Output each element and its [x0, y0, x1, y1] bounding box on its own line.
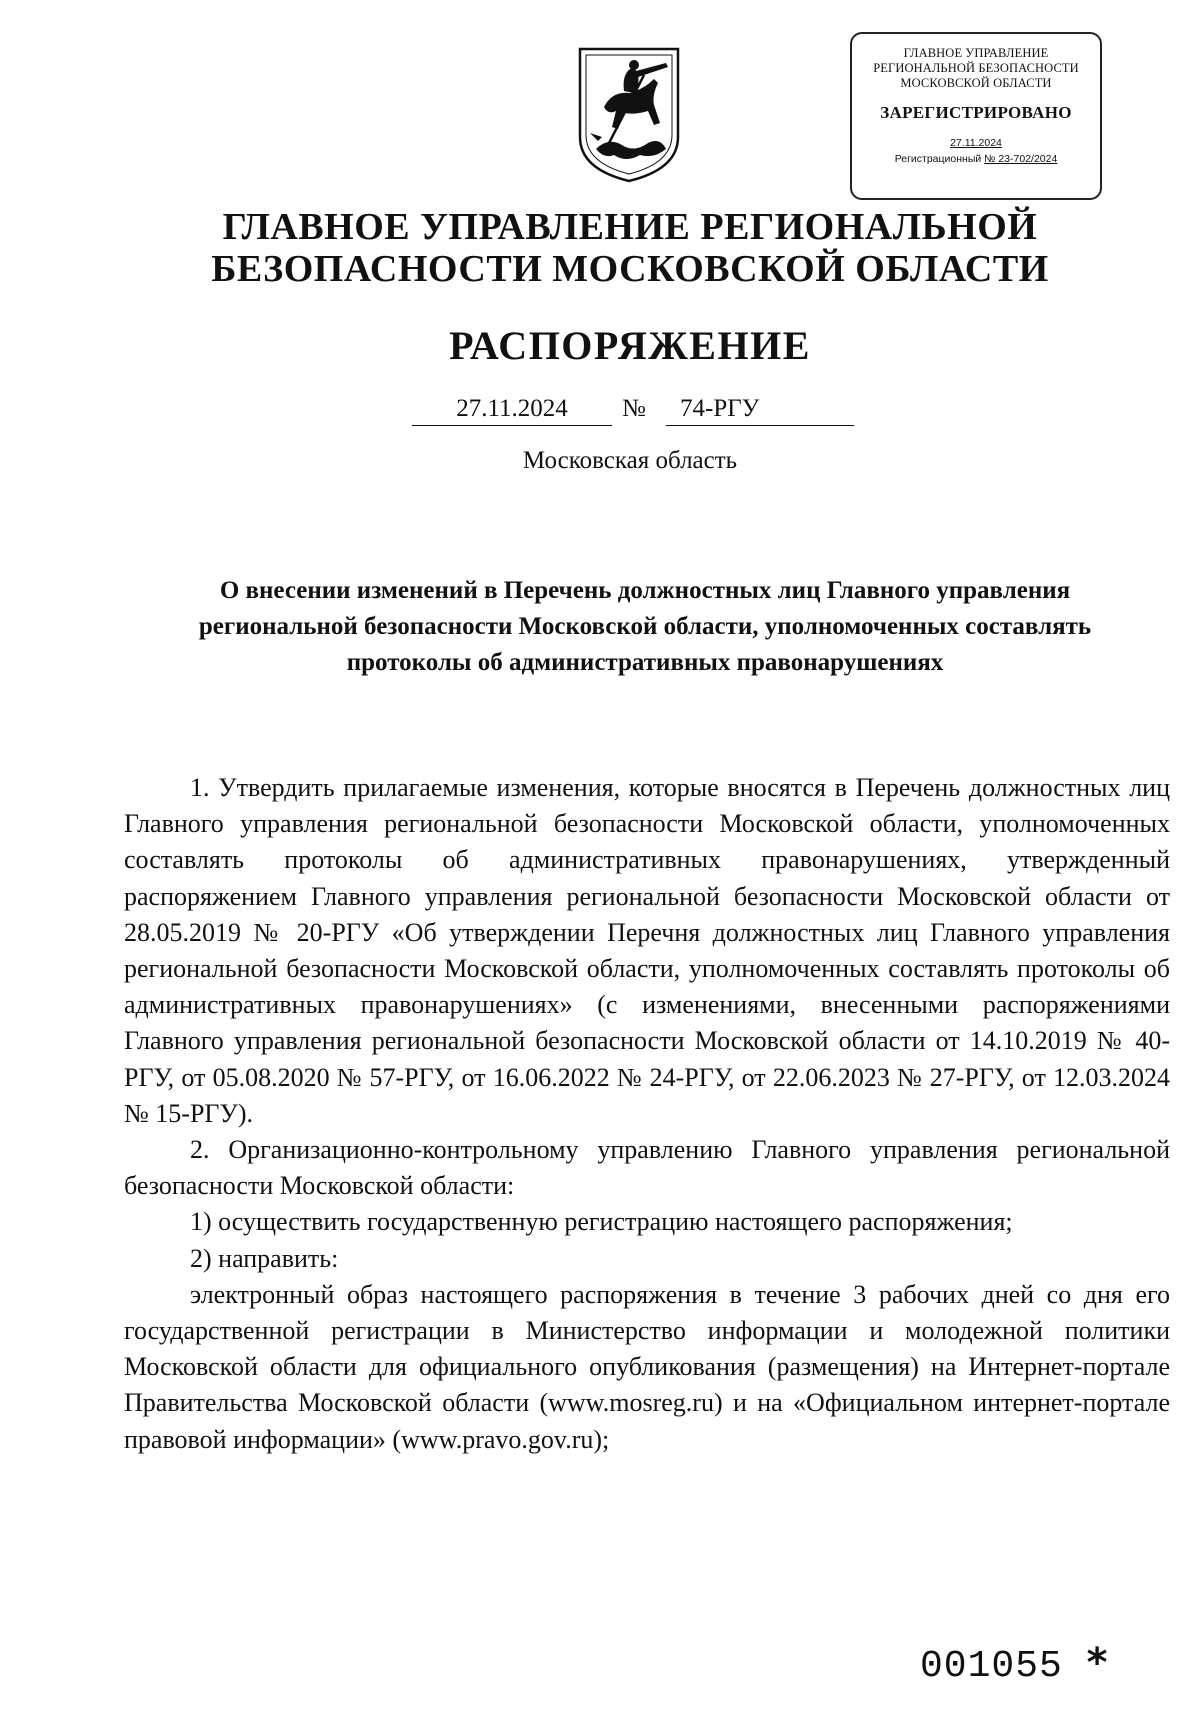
stamp-status: ЗАРЕГИСТРИРОВАНО	[880, 103, 1072, 122]
stamp-reg-label: Регистрационный	[894, 153, 982, 165]
date-number-line	[412, 395, 852, 431]
serial-number: 001055	[920, 1645, 1063, 1688]
document-date: 27.11.2024	[412, 395, 612, 426]
coat-of-arms-emblem	[574, 45, 684, 185]
paragraph-2-item-2-text: электронный образ настоящего распоряжения в течение 3 рабочих дней со дня его государственной регистрации в Министерство информации и молодежной политики Московской области для официального опубликования (размещения) на Интернет-портале Правительства Московской области (www.mosreg.ru) и на «Официальном интернет-портале правовой информации» (www.pravo.gov.ru);	[124, 1279, 1170, 1454]
document-type-title: РАСПОРЯЖЕНИЕ	[449, 323, 811, 368]
document-serial-code	[920, 1640, 1109, 1688]
stamp-date: 27.11.2024	[950, 137, 1002, 149]
paragraph-2-item-2: 2) направить:	[190, 1243, 339, 1273]
document-place: Московская область	[522, 447, 738, 474]
asterisk-mark: *	[1086, 1640, 1109, 1686]
document-subject: О внесении изменений в Перечень должностных лиц Главного управления региональной безопасности Московской области, уполномоченных составлять протоколы об административных правонарушениях	[198, 577, 1092, 676]
registration-stamp	[850, 32, 1102, 200]
stamp-reg-number: № 23-702/2024	[984, 153, 1058, 165]
document-body	[124, 770, 1170, 1458]
document-number: 74-РГУ	[666, 395, 854, 426]
paragraph-2-item-1: 1) осуществить государственную регистрацию настоящего распоряжения;	[190, 1207, 1013, 1237]
number-sign: №	[622, 395, 646, 422]
paragraph-2: 2. Организационно-контрольному управлению Главного управления региональной безопасности Московской области:	[124, 1135, 1170, 1201]
stamp-registration-number	[852, 153, 1100, 165]
stamp-organization: ГЛАВНОЕ УПРАВЛЕНИЕ РЕГИОНАЛЬНОЙ БЕЗОПАСНОСТИ МОСКОВСКОЙ ОБЛАСТИ	[873, 46, 1079, 90]
organization-title: ГЛАВНОЕ УПРАВЛЕНИЕ РЕГИОНАЛЬНОЙ БЕЗОПАСНОСТИ МОСКОВСКОЙ ОБЛАСТИ	[211, 206, 1049, 290]
paragraph-1: 1. Утвердить прилагаемые изменения, которые вносятся в Перечень должностных лиц Главного управления региональной безопасности Московской области, уполномоченных составлять протоколы об административных правонарушениях, утвержденный распоряжением Главного управления региональной безопасности Московской области от 28.05.2019 № 20-РГУ «Об утверждении Перечня должностных лиц Главного управления региональной безопасности Московской области, уполномоченных составлять протоколы об административных правонарушениях» (с изменениями, внесенными распоряжениями Главного управления региональной безопасности Московской области от 14.10.2019 № 40-РГУ, от 05.08.2020 № 57-РГУ, от 16.06.2022 № 24-РГУ, от 22.06.2023 № 27-РГУ, от 12.03.2024 № 15-РГУ).	[124, 773, 1170, 1128]
